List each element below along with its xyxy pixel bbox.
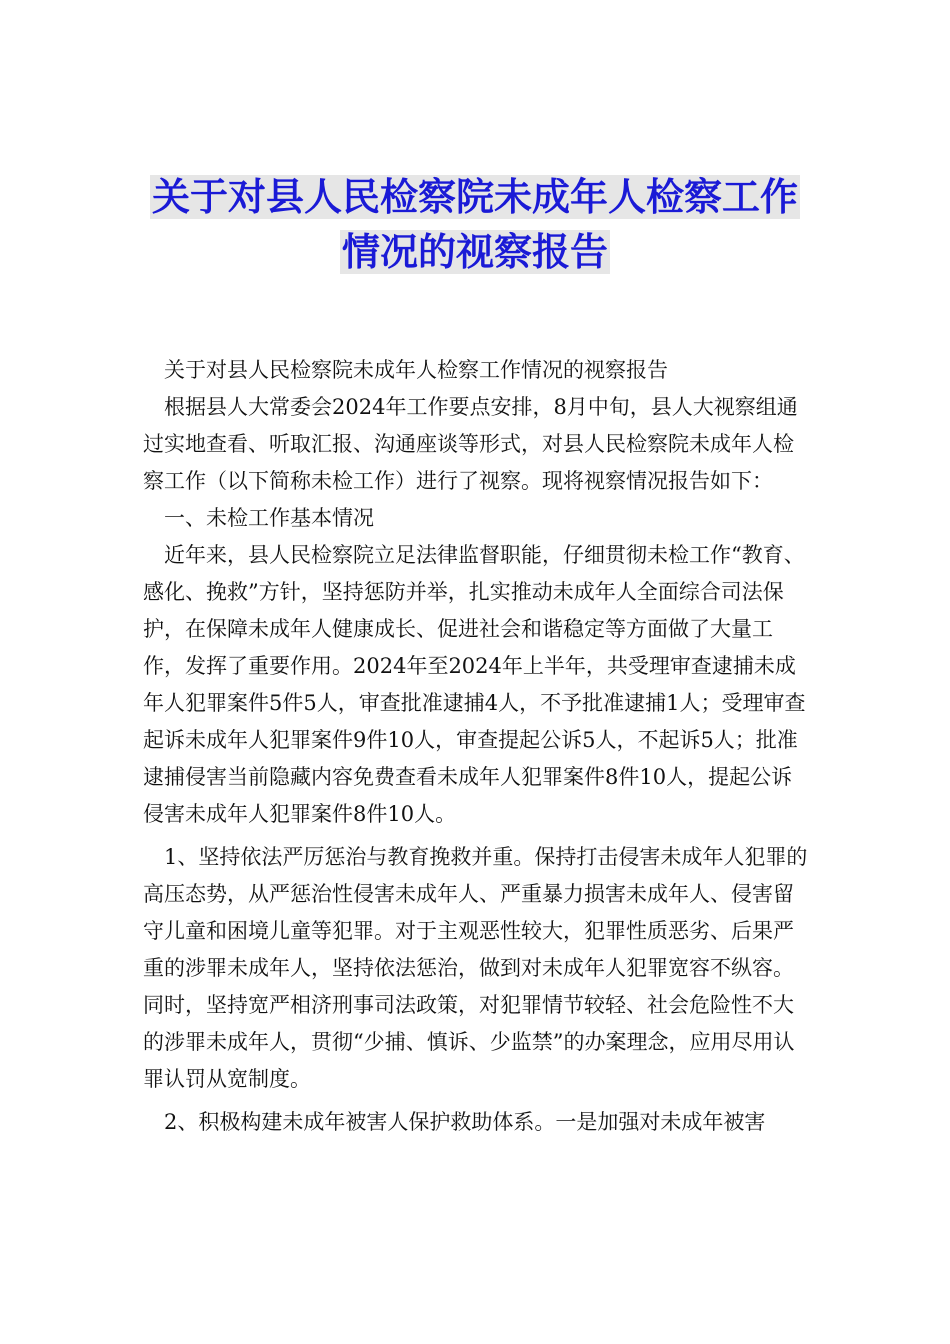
section-heading-1: 一、未检工作基本情况 (143, 506, 374, 530)
paragraph-item-2: 2、积极构建未成年被害人保护救助体系。一是加强对未成年被害 (143, 1110, 766, 1134)
paragraph-intro: 根据县人大常委会2024年工作要点安排，8月中旬，县人大视察组通过实地查看、听取汇报、沟通座谈等形式，对县人民检察院未成年人检察工作（以下简称未检工作）进行了视察。现将视察情况报告如下： (143, 395, 798, 493)
title-line-1: 关于对县人民检察院未成年人检察工作 (151, 175, 798, 219)
document-title (100, 170, 850, 280)
document-body (143, 352, 811, 1141)
paragraph-doc-heading: 关于对县人民检察院未成年人检察工作情况的视察报告 (143, 358, 668, 382)
paragraph-item-1: 1、坚持依法严厉惩治与教育挽救并重。保持打击侵害未成年人犯罪的高压态势，从严惩治性侵害未成年人、严重暴力损害未成年人、侵害留守儿童和困境儿童等犯罪。对于主观恶性较大，犯罪性质恶劣、后果严重的涉罪未成年人，坚持依法惩治，做到对未成年人犯罪宽容不纵容。同时，坚持宽严相济刑事司法政策，对犯罪情节较轻、社会危险性不大的涉罪未成年人，贯彻“少捕、慎诉、少监禁”的办案理念，应用尽用认罪认罚从宽制度。 (143, 845, 808, 1091)
title-line-2: 情况的视察报告 (341, 230, 608, 274)
paragraph-overview: 近年来，县人民检察院立足法律监督职能，仔细贯彻未检工作“教育、感化、挽救”方针，坚持惩防并举，扎实推动未成年人全面综合司法保护，在保障未成年人健康成长、促进社会和谐稳定等方面做了大量工作，发挥了重要作用。2024年至2024年上半年，共受理审查逮捕未成年人犯罪案件5件5人，审查批准逮捕4人，不予批准逮捕1人；受理审查起诉未成年人犯罪案件9件10人，审查提起公诉5人，不起诉5人；批准逮捕侵害当前隐藏内容免费查看未成年人犯罪案件8件10人，提起公诉侵害未成年人犯罪案件8件10人。 (143, 543, 806, 826)
